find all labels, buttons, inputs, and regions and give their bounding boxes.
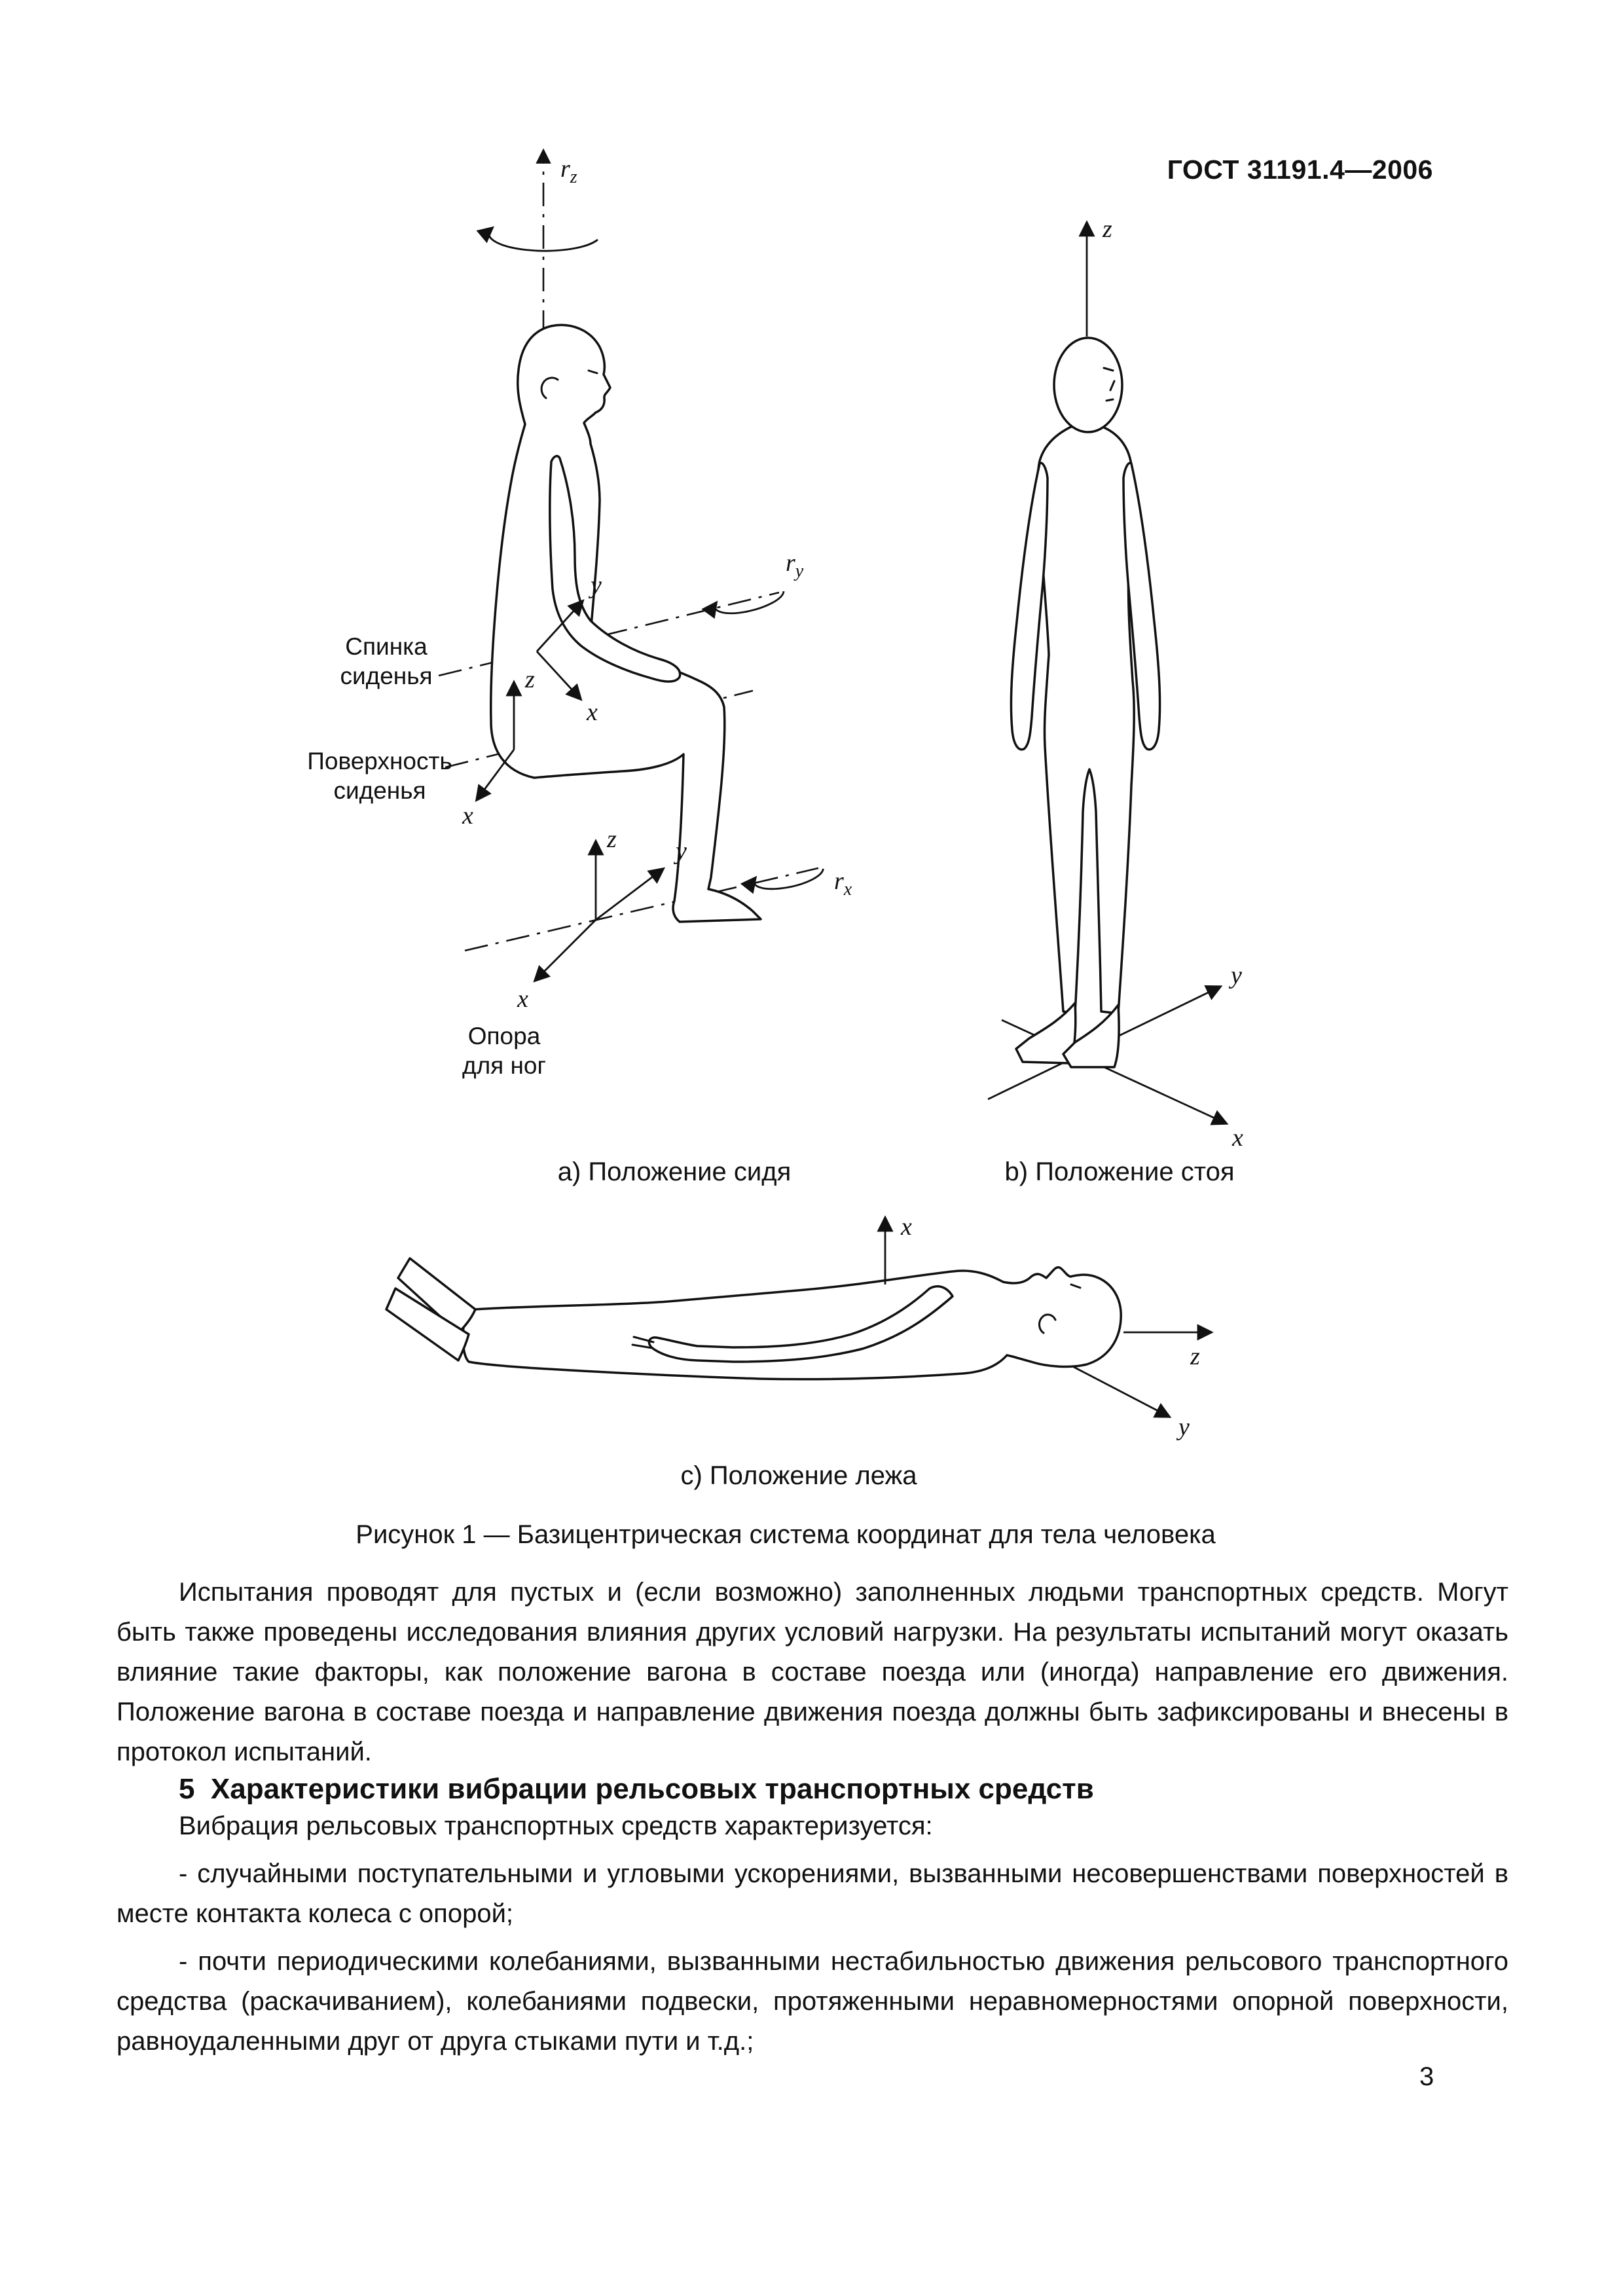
ry-rotation-arrow xyxy=(714,586,786,619)
backrest-label-line1: Спинка xyxy=(345,633,428,660)
y-axis-arrow xyxy=(1074,1367,1169,1417)
seated-figure-outline xyxy=(491,325,761,922)
body-text xyxy=(117,1573,1508,2062)
seat-label-line2: сиденья xyxy=(333,777,426,804)
x-axis-label: x xyxy=(1232,1124,1243,1152)
x-axis-label: x xyxy=(901,1213,912,1241)
back-x-axis-label: x xyxy=(587,699,598,726)
feet-x-axis-label: x xyxy=(517,985,528,1013)
z-axis-label: z xyxy=(1103,215,1112,243)
paragraph-test-conditions: Испытания проводят для пустых и (если возможно) заполненных людьми транспортных средств. Могут быть также проведены исследования влияния других условий нагрузки. На результаты испытаний могут оказать влияние такие факторы, как положение вагона в составе поезда или (иногда) направление его движения. Положение вагона в составе поезда и направление движения поезда должны быть зафиксированы и внесены в протокол испытаний. xyxy=(117,1578,1508,1766)
bullet-periodic-oscillations: - почти периодическими колебаниями, вызванными нестабильностью движения рельсового транспортного средства (раскачиванием), колебаниями подвески, протяженными неравномерностями опорной поверхности, равноудаленными друг от друга стыками пути и т.д.; xyxy=(117,1947,1508,2056)
lying-figure-outline xyxy=(463,1267,1121,1379)
y-axis-label: y xyxy=(1178,1413,1190,1441)
rx-axis-label: $r_x$ xyxy=(834,867,852,900)
page-number: 3 xyxy=(1419,2062,1434,2091)
feet-axis-line xyxy=(465,868,818,951)
figure-b-standing-diagram xyxy=(910,196,1342,1159)
footrest-label-line2: для ног xyxy=(462,1052,547,1079)
caption-sitting: а) Положение сидя xyxy=(557,1157,792,1186)
standing-figure xyxy=(1011,338,1159,1067)
doc-number: ГОСТ 31191.4—2006 xyxy=(1167,155,1433,185)
seat-label-line1: Поверхность xyxy=(307,748,452,774)
figure-caption: Рисунок 1 — Базицентрическая система координат для тела человека xyxy=(356,1520,1216,1549)
paragraph-vibration-intro: Вибрация рельсовых транспортных средств характеризуется: xyxy=(179,1812,933,1840)
backrest-label-line2: сиденья xyxy=(340,663,433,689)
footrest-label-line1: Опора xyxy=(467,1023,541,1049)
standing-left-arm xyxy=(1011,463,1048,750)
z-axis-label: z xyxy=(1190,1343,1200,1370)
feet-y-axis-arrow xyxy=(596,869,663,920)
seat-z-axis-label: z xyxy=(525,666,535,693)
figure-c-lying-diagram xyxy=(340,1198,1231,1453)
feet-x-axis-arrow xyxy=(535,920,596,981)
feet-y-axis-label: y xyxy=(676,837,687,865)
standing-figure-outline xyxy=(1038,425,1134,1013)
rz-axis-label: $r_z$ xyxy=(560,155,577,187)
seated-figure xyxy=(491,325,761,922)
back-y-axis-label: y xyxy=(591,572,602,599)
feet-z-axis-label: z xyxy=(607,826,617,853)
caption-standing: b) Положение стоя xyxy=(1004,1157,1235,1186)
lying-figure xyxy=(386,1258,1121,1379)
y-axis-label: y xyxy=(1231,962,1242,989)
construction-lines xyxy=(439,151,818,951)
seat-x-axis-arrow xyxy=(477,750,514,800)
caption-lying: с) Положение лежа xyxy=(680,1461,917,1490)
figure-a-sitting-diagram xyxy=(229,131,917,1120)
section-5-heading: 5 Характеристики вибрации рельсовых транспортных средств xyxy=(179,1773,1094,1805)
ry-axis-label: $r_y$ xyxy=(786,549,804,581)
seat-x-axis-label: x xyxy=(462,802,473,829)
bullet-random-accelerations: - случайными поступательными и угловыми ускорениями, вызванными несовершенствами поверхностей в месте контакта колеса с опорой; xyxy=(117,1859,1508,1928)
